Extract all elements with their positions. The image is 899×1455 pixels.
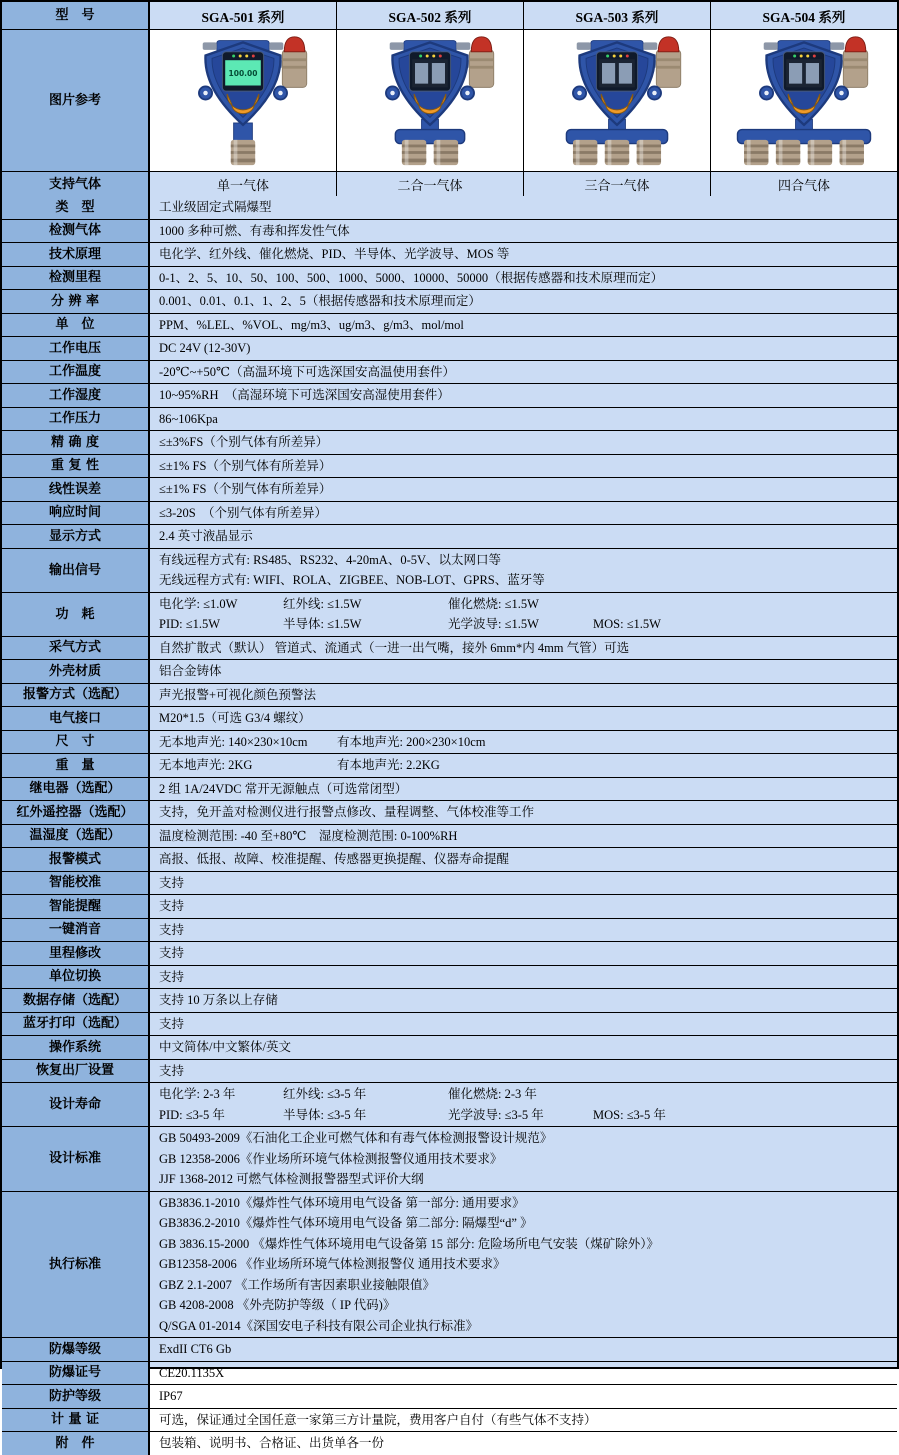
spec-value-segment: 自然扩散式（默认） 管道式、流通式（一进一出气嘴，接外 6mm*内 4mm 气管）可选 — [159, 640, 630, 655]
spec-label: 一键消音 — [2, 919, 150, 942]
spec-label: 智能校准 — [2, 872, 150, 895]
spec-value-line — [159, 526, 893, 547]
spec-label: 附 件 — [2, 1432, 150, 1455]
sensor-barrel — [840, 140, 864, 165]
spec-value — [150, 1338, 897, 1361]
spec-value-line — [159, 1193, 893, 1214]
spec-value-segment: 2 组 1A/24VDC 常开无源触点（可选常闭型） — [159, 781, 408, 796]
spec-value-line — [159, 661, 893, 682]
gas-detector-image-2 — [336, 30, 523, 171]
spec-value-segment: 红外线: ≤3-5 年 — [283, 1087, 367, 1101]
spec-value-segment: 支持 — [159, 899, 185, 913]
spec-label: 智能提醒 — [2, 895, 150, 918]
sensor-barrel — [434, 140, 458, 165]
spec-value-segment: 温度检测范围: -40 至+80℃ 湿度检测范围: 0-100%RH — [159, 828, 458, 843]
table-row — [2, 524, 897, 548]
spec-value — [150, 1083, 897, 1126]
spec-value — [150, 196, 897, 219]
spec-label: 精 确 度 — [2, 431, 150, 454]
spec-label: 尺 寸 — [2, 731, 150, 754]
spec-value-segment: 电化学: ≤1.0W — [159, 596, 238, 611]
model-sga-502: SGA-502 系列 — [336, 2, 523, 29]
gas-detector-illustration — [528, 31, 706, 170]
spec-label: 计 量 证 — [2, 1409, 150, 1432]
spec-value-line — [159, 385, 893, 406]
spec-value — [150, 801, 897, 824]
spec-value — [150, 637, 897, 660]
spec-value-segment: 包装箱、说明书、合格证、出货单各一份 — [159, 1436, 385, 1450]
table-row — [2, 430, 897, 454]
table-row — [2, 847, 897, 871]
detector-body — [573, 41, 661, 125]
spec-value-segment: 无本地声光: 2KG — [159, 758, 253, 772]
spec-value-line — [159, 873, 893, 894]
spec-label: 重 复 性 — [2, 455, 150, 478]
spec-value-line — [159, 614, 893, 635]
gas-detector-illustration — [341, 31, 519, 170]
spec-value — [150, 220, 897, 243]
gas-detector-illustration — [154, 31, 332, 170]
model-sga-501: SGA-501 系列 — [201, 9, 285, 25]
spec-value-line — [159, 1386, 893, 1407]
table-row — [2, 800, 897, 824]
spec-value-segment: ≤±3%FS（个别气体有所差异） — [159, 435, 329, 449]
spec-label: 执行标准 — [2, 1192, 150, 1338]
sensor-barrel — [744, 140, 768, 165]
spec-value-segment: 可选，保证通过全国任意一家第三方计量院，费用客户自付（有些气体不支持） — [159, 1412, 597, 1427]
spec-value-segment: DC 24V (12-30V) — [159, 341, 251, 355]
spec-value-line — [159, 1084, 893, 1105]
spec-value-line — [159, 943, 893, 964]
table-row — [2, 1408, 897, 1432]
spec-value-segment: 10~95%RH （高湿环境下可选深国安高湿使用套件） — [159, 388, 450, 402]
table-row — [2, 753, 897, 777]
spec-value-segment: MOS: ≤3-5 年 — [593, 1107, 666, 1122]
spec-label: 工作湿度 — [2, 384, 150, 407]
spec-value-segment: -20℃~+50℃（高温环境下可选深国安高温使用套件） — [159, 364, 455, 379]
spec-value-segment: GB 12358-2006《作业场所环境气体检测报警仪通用技术要求》 — [159, 1151, 503, 1166]
spec-value-segment: Q/SGA 01-2014《深国安电子科技有限公司企业执行标准》 — [159, 1318, 479, 1333]
spec-value — [150, 267, 897, 290]
table-row — [2, 592, 897, 636]
spec-value-line — [159, 1275, 893, 1296]
spec-value-line — [159, 779, 893, 800]
spec-value-segment: IP67 — [159, 1389, 183, 1403]
image-row — [2, 29, 897, 171]
detector-body — [199, 41, 287, 125]
spec-value-line — [159, 197, 893, 218]
device-screen-reading: 100.00 — [228, 69, 258, 79]
detector-body — [760, 41, 848, 125]
table-row — [2, 683, 897, 707]
spec-label: 检测气体 — [2, 220, 150, 243]
sensor-barrel — [402, 140, 426, 165]
spec-value-segment: 光学波导: ≤1.5W — [448, 617, 539, 631]
table-row — [2, 706, 897, 730]
spec-value-segment: M20*1.5（可选 G3/4 螺纹） — [159, 711, 311, 725]
spec-value — [150, 778, 897, 801]
spec-label: 红外遥控器（选配） — [2, 801, 150, 824]
spec-value-segment: ≤3-20S （个别气体有所差异） — [159, 505, 327, 520]
spec-label: 里程修改 — [2, 942, 150, 965]
spec-value-line — [159, 1061, 893, 1082]
table-row — [2, 824, 897, 848]
spec-value-segment: PPM、%LEL、%VOL、mg/m3、ug/m3、g/m3、mol/mol — [159, 317, 464, 332]
sensor-barrel — [776, 140, 800, 165]
spec-label: 恢复出厂设置 — [2, 1060, 150, 1083]
spec-label: 分 辨 率 — [2, 290, 150, 313]
spec-value-line — [159, 1037, 893, 1058]
table-row — [2, 918, 897, 942]
table-row — [2, 1337, 897, 1361]
spec-value-line — [159, 479, 893, 500]
spec-label: 响应时间 — [2, 502, 150, 525]
spec-label: 防护等级 — [2, 1385, 150, 1408]
spec-label: 功 耗 — [2, 593, 150, 636]
spec-value-line — [159, 594, 893, 615]
gas-type-dual: 二合一气体 — [336, 172, 523, 196]
supported-gas-row — [2, 171, 897, 196]
spec-value — [150, 731, 897, 754]
spec-value-line — [159, 708, 893, 729]
spec-value-line — [159, 1213, 893, 1234]
spec-label: 温湿度（选配） — [2, 825, 150, 848]
table-row — [2, 219, 897, 243]
table-row — [2, 894, 897, 918]
spec-label: 蓝牙打印（选配） — [2, 1013, 150, 1036]
table-row — [2, 242, 897, 266]
spec-value-segment: ExdII CT6 Gb — [159, 1342, 232, 1356]
spec-value-segment: 86~106Kpa — [159, 411, 218, 426]
spec-value — [150, 707, 897, 730]
table-row — [2, 266, 897, 290]
spec-label: 报警方式（选配） — [2, 684, 150, 707]
spec-value-line — [159, 920, 893, 941]
spec-value-line — [159, 896, 893, 917]
spec-value — [150, 243, 897, 266]
spec-value-line — [159, 1149, 893, 1170]
spec-value-line — [159, 1254, 893, 1275]
table-row — [2, 1035, 897, 1059]
table-row — [2, 730, 897, 754]
sensor-barrel — [605, 140, 629, 165]
spec-label: 重 量 — [2, 754, 150, 777]
model-sga-503: SGA-503 系列 — [523, 2, 710, 29]
spec-value-segment: 电化学: 2-3 年 — [159, 1087, 236, 1101]
spec-value-segment: GB3836.1-2010《爆炸性气体环境用电气设备 第一部分: 通用要求》 — [159, 1195, 525, 1210]
spec-value — [150, 384, 897, 407]
spec-value-segment: ≤±1% FS（个别气体有所差异） — [159, 482, 332, 496]
spec-value-line — [159, 456, 893, 477]
table-row — [2, 636, 897, 660]
sensor-barrel — [637, 140, 661, 165]
spec-value — [150, 593, 897, 636]
spec-label: 检测里程 — [2, 267, 150, 290]
spec-value — [150, 1036, 897, 1059]
table-row — [2, 659, 897, 683]
spec-value — [150, 872, 897, 895]
spec-value-line — [159, 638, 893, 659]
spec-value-segment: 半导体: ≤3-5 年 — [283, 1107, 367, 1122]
table-row — [2, 988, 897, 1012]
spec-value-segment: ≤±1% FS（个别气体有所差异） — [159, 458, 332, 473]
table-row — [2, 1384, 897, 1408]
spec-value-line — [159, 338, 893, 359]
table-row — [2, 196, 897, 219]
spec-value-segment: 铝合金铸体 — [159, 664, 222, 678]
spec-value-segment: CE20.1135X — [159, 1365, 225, 1380]
gas-detector-image-4 — [710, 30, 897, 171]
table-row — [2, 1059, 897, 1083]
table-row — [2, 777, 897, 801]
spec-value — [150, 942, 897, 965]
spec-value-line — [159, 1169, 893, 1190]
spec-value-line — [159, 1410, 893, 1431]
table-row — [2, 383, 897, 407]
spec-value-segment: 支持 — [159, 1063, 185, 1078]
spec-label: 设计寿命 — [2, 1083, 150, 1126]
spec-value-segment: 工业级固定式隔爆型 — [159, 200, 272, 214]
spec-value-segment: 高报、低报、故障、校准提醒、传感器更换提醒、仪器寿命提醒 — [159, 852, 510, 866]
spec-value-segment: 电化学、红外线、催化燃烧、PID、半导体、光学波导、MOS 等 — [159, 247, 510, 261]
spec-value-segment: GB12358-2006 《作业场所环境气体检测报警仪 通用技术要求》 — [159, 1257, 506, 1271]
spec-value — [150, 895, 897, 918]
spec-label: 工作压力 — [2, 408, 150, 431]
spec-value-segment: 0-1、2、5、10、50、100、500、1000、5000、10000、50000（根据传感器和技术原理而定） — [159, 270, 664, 285]
spec-value-line — [159, 550, 893, 571]
spec-value — [150, 989, 897, 1012]
table-row — [2, 360, 897, 384]
table-row — [2, 1126, 897, 1191]
spec-value-line — [159, 1014, 893, 1035]
spec-value-segment: GB 4208-2008 《外壳防护等级（ IP 代码)》 — [159, 1298, 396, 1312]
spec-label: 继电器（选配） — [2, 778, 150, 801]
spec-value-segment: PID: ≤3-5 年 — [159, 1107, 225, 1122]
table-row — [2, 1431, 897, 1455]
spec-value-line — [159, 1339, 893, 1360]
spec-value — [150, 754, 897, 777]
spec-value-line — [159, 685, 893, 706]
spec-value-segment: GB 50493-2009《石油化工企业可燃气体和有毒气体检测报警设计规范》 — [159, 1131, 553, 1145]
spec-rows — [2, 196, 897, 1455]
spec-value — [150, 1409, 897, 1432]
table-row — [2, 965, 897, 989]
spec-label: 操作系统 — [2, 1036, 150, 1059]
sensor-barrel — [231, 140, 255, 165]
spec-value-segment: 红外线: ≤1.5W — [283, 596, 362, 611]
table-row — [2, 1191, 897, 1338]
spec-value-line — [159, 967, 893, 988]
table-row — [2, 1361, 897, 1385]
spec-value — [150, 684, 897, 707]
spec-label: 数据存储（选配） — [2, 989, 150, 1012]
spec-value-line — [159, 1363, 893, 1384]
spec-value — [150, 525, 897, 548]
sensor-barrel — [808, 140, 832, 165]
spec-value — [150, 966, 897, 989]
spec-value — [150, 314, 897, 337]
spec-value-segment: GB 3836.15-2000 《爆炸性气体环境用电气设备第 15 部分: 危险场所电气安装（煤矿除外）》 — [159, 1236, 660, 1251]
spec-value-segment: 声光报警+可视化颜色预警法 — [159, 687, 317, 702]
spec-value-line — [159, 1316, 893, 1337]
spec-label: 报警模式 — [2, 848, 150, 871]
spec-value — [150, 1432, 897, 1455]
spec-label: 设计标准 — [2, 1127, 150, 1191]
spec-value-line — [159, 268, 893, 289]
spec-value-line — [159, 244, 893, 265]
table-row — [2, 313, 897, 337]
supported-gas-label: 支持气体 — [2, 172, 150, 196]
spec-value-segment: 中文简体/中文繁体/英文 — [159, 1040, 291, 1054]
spec-value-segment: 催化燃烧: ≤1.5W — [448, 596, 539, 611]
table-row — [2, 336, 897, 360]
spec-value-segment: 支持 — [159, 922, 185, 937]
model-header-label: 型 号 — [2, 2, 150, 29]
spec-value-segment: 2.4 英寸液晶显示 — [159, 529, 253, 543]
table-row — [2, 477, 897, 501]
spec-value-segment: 无本地声光: 140×230×10cm — [159, 734, 308, 749]
spec-value — [150, 408, 897, 431]
spec-label: 电气接口 — [2, 707, 150, 730]
spec-value-line — [159, 1295, 893, 1316]
spec-label: 防爆证号 — [2, 1362, 150, 1385]
spec-value-line — [159, 1128, 893, 1149]
spec-value-segment: 半导体: ≤1.5W — [283, 617, 362, 631]
spec-value-segment: 无线远程方式有: WIFI、ROLA、ZIGBEE、NOB-LOT、GPRS、蓝牙等 — [159, 573, 545, 587]
spec-label: 技术原理 — [2, 243, 150, 266]
spec-value-segment: PID: ≤1.5W — [159, 617, 221, 631]
spec-value — [150, 1013, 897, 1036]
spec-value-segment: 支持 — [159, 946, 185, 960]
spec-value-segment: 1000 多种可燃、有毒和挥发性气体 — [159, 223, 350, 238]
spec-value — [150, 848, 897, 871]
spec-value-line — [159, 570, 893, 591]
spec-value-segment: JJF 1368-2012 可燃气体检测报警器型式评价大纲 — [159, 1172, 424, 1186]
header-row — [2, 2, 897, 29]
gas-type-quad: 四合气体 — [710, 172, 897, 196]
spec-label: 显示方式 — [2, 525, 150, 548]
spec-value-segment: 支持，免开盖对检测仪进行报警点修改、量程调整、气体校准等工作 — [159, 805, 535, 819]
spec-value-line — [159, 221, 893, 242]
spec-value-line — [159, 409, 893, 430]
gas-type-triple: 三合一气体 — [523, 172, 710, 196]
spec-label: 类 型 — [2, 196, 150, 219]
spec-value-line — [159, 315, 893, 336]
table-row — [2, 407, 897, 431]
spec-value-line — [159, 291, 893, 312]
table-row — [2, 1012, 897, 1036]
spec-value — [150, 502, 897, 525]
spec-value-segment: GBZ 2.1-2007 《工作场所有害因素职业接触限值》 — [159, 1277, 436, 1292]
spec-value-segment: GB3836.2-2010《爆炸性气体环境用电气设备 第二部分: 隔爆型“d” 》 — [159, 1216, 533, 1230]
spec-value-line — [159, 1234, 893, 1255]
table-row — [2, 501, 897, 525]
spec-value — [150, 919, 897, 942]
spec-label: 采气方式 — [2, 637, 150, 660]
spec-value-line — [159, 732, 893, 753]
spec-value — [150, 431, 897, 454]
spec-value — [150, 361, 897, 384]
spec-value-segment: MOS: ≤1.5W — [593, 617, 661, 631]
spec-value — [150, 1385, 897, 1408]
spec-value-segment: 有线远程方式有: RS485、RS232、4-20mA、0-5V、以太网口等 — [159, 552, 502, 567]
spec-value-segment: 光学波导: ≤3-5 年 — [448, 1107, 544, 1122]
table-row — [2, 548, 897, 592]
spec-value-segment: 有本地声光: 200×230×10cm — [337, 734, 486, 749]
spec-value — [150, 660, 897, 683]
table-row — [2, 289, 897, 313]
spec-label: 防爆等级 — [2, 1338, 150, 1361]
image-row-label: 图片参考 — [2, 30, 150, 171]
spec-value-segment: 有本地声光: 2.2KG — [337, 758, 440, 772]
table-row — [2, 454, 897, 478]
spec-value-line — [159, 802, 893, 823]
table-row — [2, 941, 897, 965]
spec-label: 工作电压 — [2, 337, 150, 360]
table-row — [2, 871, 897, 895]
spec-value-line — [159, 990, 893, 1011]
gas-detector-illustration — [715, 31, 893, 170]
detector-body — [386, 41, 474, 125]
gas-type-single: 单一气体 — [216, 178, 269, 194]
table-row — [2, 1082, 897, 1126]
spec-value-line — [159, 432, 893, 453]
spec-value — [150, 337, 897, 360]
spec-value-line — [159, 755, 893, 776]
spec-value-segment: 支持 — [159, 875, 185, 890]
spec-label: 单位切换 — [2, 966, 150, 989]
gas-detector-image-3 — [523, 30, 710, 171]
spec-value — [150, 478, 897, 501]
spec-value — [150, 290, 897, 313]
spec-value-line — [159, 849, 893, 870]
spec-label: 单 位 — [2, 314, 150, 337]
spec-value — [150, 455, 897, 478]
spec-value — [150, 1362, 897, 1385]
spec-value — [150, 549, 897, 592]
spec-value-segment: 支持 10 万条以上存储 — [159, 993, 278, 1007]
spec-value — [150, 825, 897, 848]
spec-label: 线性误差 — [2, 478, 150, 501]
sensor-barrel — [573, 140, 597, 165]
spec-label: 输出信号 — [2, 549, 150, 592]
spec-value-line — [159, 1105, 893, 1126]
spec-value — [150, 1060, 897, 1083]
spec-value-line — [159, 826, 893, 847]
model-sga-504: SGA-504 系列 — [710, 2, 897, 29]
spec-value-line — [159, 1433, 893, 1454]
spec-value-segment: 支持 — [159, 1016, 185, 1031]
spec-value-line — [159, 503, 893, 524]
spec-value-line — [159, 362, 893, 383]
spec-label: 工作温度 — [2, 361, 150, 384]
gas-detector-image-1 — [150, 30, 336, 171]
spec-value — [150, 1127, 897, 1191]
spec-value — [150, 1192, 897, 1338]
spec-value-segment: 催化燃烧: 2-3 年 — [448, 1087, 537, 1101]
spec-label: 外壳材质 — [2, 660, 150, 683]
spec-value-segment: 0.001、0.01、0.1、1、2、5（根据传感器和技术原理而定） — [159, 294, 481, 308]
spec-value-segment: 支持 — [159, 969, 185, 984]
